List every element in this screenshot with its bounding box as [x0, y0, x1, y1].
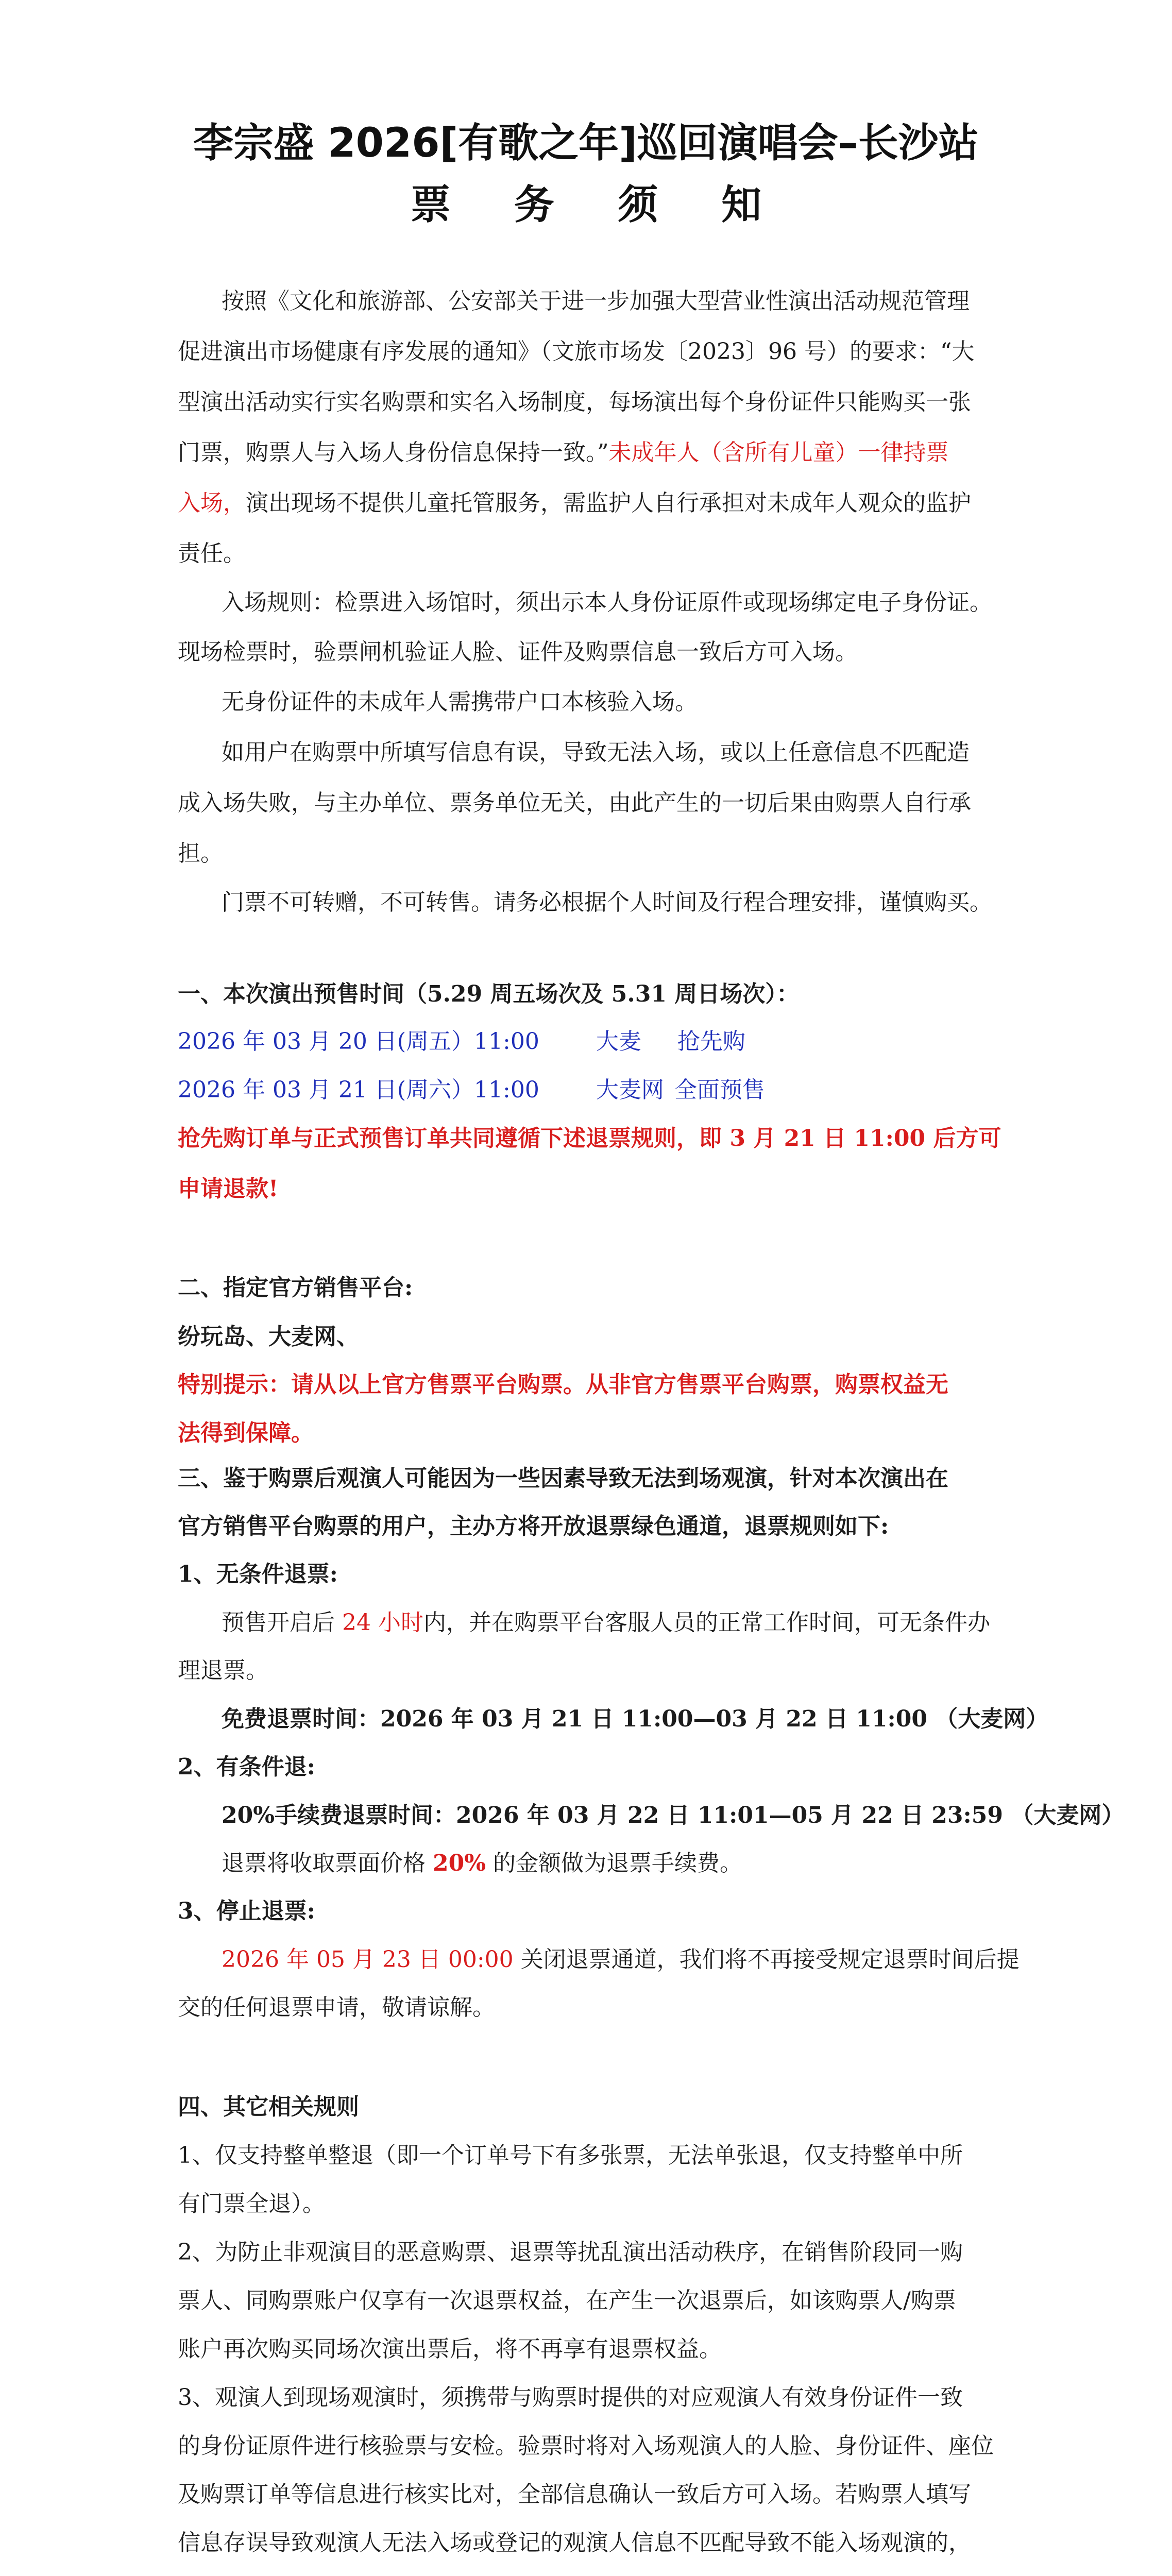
presale-row: 2026 年 03 月 21 日(周六）11:00 大麦网 全面预售 [178, 1077, 765, 1103]
intro-line: 型演出活动实行实名购票和实名入场制度，每场演出每个身份证件只能购买一张 [178, 389, 971, 415]
minor-id-rule: 无身份证件的未成年人需携带户口本核验入场。 [222, 689, 698, 715]
stop-refund-text: 交的任何退票申请，敬请谅解。 [178, 1994, 495, 2021]
info-error-rule: 如用户在购票中所填写信息有误，导致无法入场，或以上任意信息不匹配造 [222, 739, 970, 766]
rule-item: 1、仅支持整单整退（即一个订单号下有多张票，无法单张退，仅支持整单中所 [178, 2142, 963, 2168]
platform-warning: 特别提示：请从以上官方售票平台购票。从非官方售票平台购票，购票权益无 [178, 1371, 948, 1398]
conditional-refund-heading: 2、有条件退: [178, 1754, 315, 1780]
unconditional-refund-heading: 1、无条件退票: [178, 1561, 338, 1587]
platform-warning: 法得到保障。 [178, 1420, 314, 1446]
info-error-rule: 成入场失败，与主办单位、票务单位无关，由此产生的一切后果由购票人自行承 [178, 790, 971, 816]
section1-heading: 一、本次演出预售时间（5.29 周五场次及 5.31 周日场次）： [178, 981, 800, 1007]
rule-item: 信息存误导致观演人无法入场或登记的观演人信息不匹配导致不能入场观演的， [178, 2530, 971, 2556]
page-subtitle: 票 务 须 知 [410, 182, 787, 228]
refund-fee-text: 退票将收取票面价格 20% 的金额做为退票手续费。 [222, 1850, 743, 1876]
rule-item: 有门票全退）。 [178, 2191, 325, 2217]
minor-ticket-rule: 未成年人（含所有儿童）一律持票 [608, 439, 949, 466]
intro-line: 责任。 [178, 540, 246, 567]
stop-refund-text: 2026 年 05 月 23 日 00:00 关闭退票通道，我们将不再接受规定退票时间后提 [222, 1946, 1020, 1973]
section3-heading: 三、鉴于购票后观演人可能因为一些因素导致无法到场观演，针对本次演出在 [178, 1465, 948, 1492]
rule-item: 的身份证原件进行核验票与安检。验票时将对入场观演人的人脸、身份证件、座位 [178, 2433, 994, 2459]
rule-item: 3、观演人到现场观演时，须携带与购票时提供的对应观演人有效身份证件一致 [178, 2384, 963, 2411]
unconditional-refund-text: 理退票。 [178, 1657, 268, 1684]
rule-item: 2、为防止非观演目的恶意购票、退票等扰乱演出活动秩序，在销售阶段同一购 [178, 2239, 963, 2265]
entry-rule: 现场检票时，验票闸机验证人脸、证件及购票信息一致后方可入场。 [178, 639, 858, 665]
section2-heading: 二、指定官方销售平台: [178, 1275, 413, 1301]
fee-refund-time: 20%手续费退票时间：2026 年 03 月 22 日 11:01—05 月 22 日 23:59 （大麦网） [222, 1802, 1125, 1828]
info-error-rule: 担。 [178, 840, 223, 867]
entry-rule: 入场规则：检票进入场馆时，须出示本人身份证原件或现场绑定电子身份证。 [222, 589, 992, 616]
official-platforms: 纷玩岛、大麦网、 [178, 1324, 359, 1350]
unconditional-refund-text: 预售开启后 24 小时内，并在购票平台客服人员的正常工作时间，可无条件办 [222, 1609, 990, 1636]
rule-item: 账户再次购买同场次演出票后，将不再享有退票权益。 [178, 2336, 722, 2362]
presale-row: 2026 年 03 月 20 日(周五）11:00 大麦 抢先购 [178, 1028, 745, 1055]
rule-item: 及购票订单等信息进行核实比对，全部信息确认一致后方可入场。若购票人填写 [178, 2481, 971, 2507]
section4-heading: 四、其它相关规则 [178, 2094, 359, 2120]
section3-heading: 官方销售平台购票的用户，主办方将开放退票绿色通道，退票规则如下: [178, 1513, 889, 1539]
no-transfer-rule: 门票不可转赠，不可转售。请务必根据个人时间及行程合理安排，谨慎购买。 [222, 889, 992, 916]
refund-notice: 抢先购订单与正式预售订单共同遵循下述退票规则，即 3 月 21 日 11:00 后方可 [178, 1125, 1001, 1151]
rule-item: 票人、同购票账户仅享有一次退票权益，在产生一次退票后，如该购票人/购票 [178, 2287, 956, 2314]
page-title: 李宗盛 2026[有歌之年]巡回演唱会–长沙站 [193, 120, 979, 166]
intro-line: 入场，演出现场不提供儿童托管服务，需监护人自行承担对未成年人观众的监护 [178, 490, 971, 516]
intro-line: 按照《文化和旅游部、公安部关于进一步加强大型营业性演出活动规范管理 [222, 288, 970, 314]
stop-refund-heading: 3、停止退票: [178, 1898, 315, 1924]
refund-notice: 申请退款! [178, 1176, 279, 1202]
free-refund-time: 免费退票时间：2026 年 03 月 21 日 11:00—03 月 22 日 11:00 （大麦网） [222, 1706, 1049, 1732]
intro-line: 门票，购票人与入场人身份信息保持一致。”未成年人（含所有儿童）一律持票 [178, 439, 949, 466]
intro-line: 促进演出市场健康有序发展的通知》（文旅市场发〔2023〕96 号）的要求：“大 [178, 338, 975, 365]
